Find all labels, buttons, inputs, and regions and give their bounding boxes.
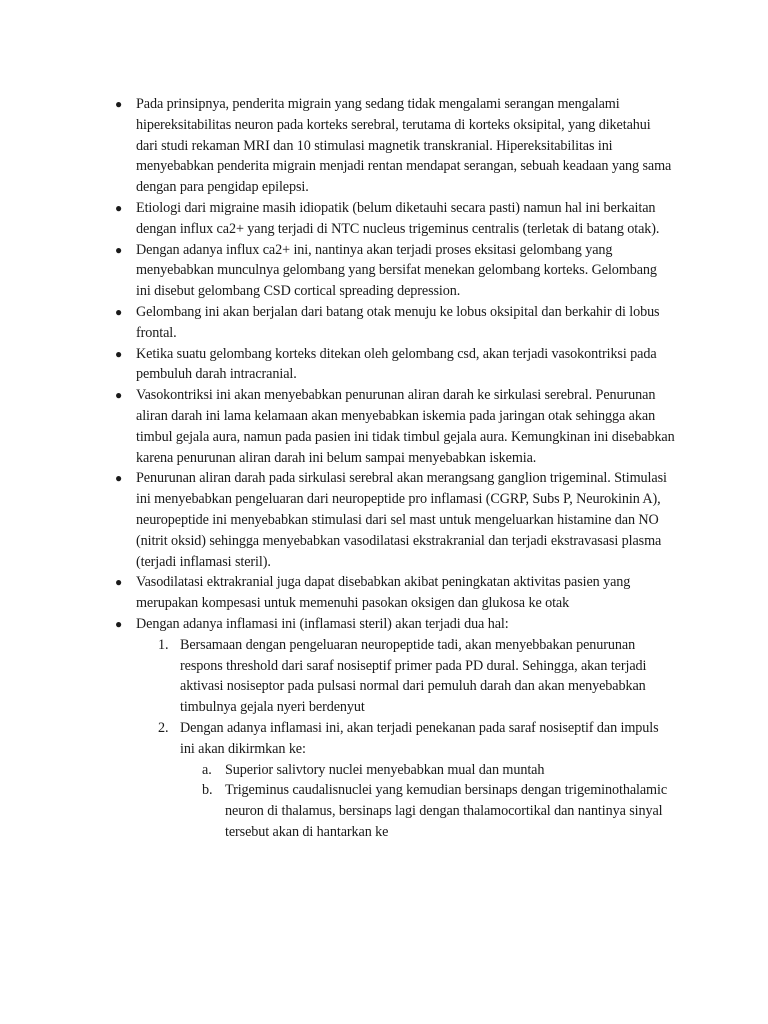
- bullet-text: Vasodilatasi ektrakranial juga dapat disebabkan akibat peningkatan aktivitas pasien yang merupakan kompesasi untuk memenuhi pasokan oksigen dan glukosa ke otak: [136, 574, 631, 612]
- numbered-item: [158, 635, 675, 718]
- bullet-item: [115, 614, 675, 843]
- bullet-icon: ●: [115, 200, 123, 215]
- bullet-item: [115, 468, 675, 572]
- bullet-text: Ketika suatu gelombang korteks ditekan oleh gelombang csd, akan terjadi vasokontriksi pada pembuluh darah intracranial.: [136, 345, 657, 383]
- list-number: 1.: [158, 636, 169, 653]
- bullet-item: [115, 385, 675, 468]
- bullet-icon: ●: [115, 346, 123, 361]
- lettered-item: [202, 760, 675, 781]
- lettered-item: [202, 780, 675, 842]
- numbered-text: Dengan adanya inflamasi ini, akan terjadi penekanan pada saraf nosiseptif dan impuls ini akan dikirmkan ke:: [180, 719, 659, 757]
- bullet-icon: ●: [115, 388, 123, 403]
- bullet-list: [115, 94, 675, 843]
- bullet-icon: ●: [115, 304, 123, 319]
- bullet-text: Pada prinsipnya, penderita migrain yang sedang tidak mengalami serangan mengalami hipereksitabilitas neuron pada korteks serebral, terutama di korteks oksipital, yang diketahui dari studi rekaman MRI dan 10 stimulasi magnetik transkranial. Hipereksitabilitas ini menyebabkan penderita migrain menjadi rentan mendapat serangan, sebuah keadaan yang sama dengan para pengidap epilepsi.: [136, 96, 672, 196]
- bullet-item: [115, 94, 675, 198]
- bullet-text: Dengan adanya influx ca2+ ini, nantinya akan terjadi proses eksitasi gelombang yang menyebabkan munculnya gelombang yang bersifat menekan gelombang korteks. Gelombang ini disebut gelombang CSD cortical spreading depression.: [136, 241, 657, 300]
- numbered-text: Bersamaan dengan pengeluaran neuropeptide tadi, akan menyebbakan penurunan respons threshold dari saraf nosiseptif primer pada PD dural. Sehingga, akan terjadi aktivasi nosiseptor pada pulsasi normal dari pemuluh darah dan akan menyebabkan timbulnya gejala nyeri berdenyut: [180, 636, 647, 716]
- bullet-item: [115, 572, 675, 614]
- bullet-icon: ●: [115, 97, 123, 111]
- bullet-text: Dengan adanya inflamasi ini (inflamasi steril) akan terjadi dua hal:: [136, 615, 509, 632]
- bullet-icon: ●: [115, 242, 123, 257]
- bullet-text: Vasokontriksi ini akan menyebabkan penurunan aliran darah ke sirkulasi serebral. Penurunan aliran darah ini lama kelamaan akan menyebabkan iskemia pada jaringan otak sehingga akan timbul gejala aura, namun pada pasien ini tidak timbul gejala aura. Kemungkinan ini disebabkan karena penurunan aliran darah ini belum sampai menyebabkan iskemia.: [136, 387, 675, 466]
- document-body: [115, 94, 675, 843]
- bullet-item: [115, 240, 675, 302]
- list-letter: a.: [202, 761, 212, 778]
- bullet-item: [115, 344, 675, 386]
- lettered-text: Superior salivtory nuclei menyebabkan mual dan muntah: [225, 761, 545, 778]
- bullet-text: Gelombang ini akan berjalan dari batang otak menuju ke lobus oksipital dan berkahir di lobus frontal.: [136, 303, 660, 341]
- lettered-text: Trigeminus caudalisnuclei yang kemudian bersinaps dengan trigeminothalamic neuron di thalamus, bersinaps lagi dengan thalamocortikal dan nantinya sinyal tersebut akan di hantarkan ke: [225, 782, 668, 840]
- bullet-text: Penurunan aliran darah pada sirkulasi serebral akan merangsang ganglion trigeminal. Stimulasi ini menyebabkan pengeluaran dari neuropeptide pro inflamasi (CGRP, Subs P, Neurokinin A), neuropeptide ini menyebabkan stimulasi dari sel mast untuk mengeluarkan histamine dan NO (nitrit oksid) sehingga menyebabkan vasodilatasi ekstrakranial dan terjadi ekstravasasi plasma (terjadi inflamasi steril).: [136, 470, 667, 570]
- list-number: 2.: [158, 719, 169, 736]
- bullet-item: [115, 198, 675, 240]
- bullet-icon: ●: [115, 471, 123, 486]
- numbered-item: [158, 718, 675, 843]
- bullet-icon: ●: [115, 616, 123, 631]
- bullet-icon: ●: [115, 575, 123, 590]
- list-letter: b.: [202, 782, 213, 799]
- bullet-item: [115, 302, 675, 344]
- numbered-list: [136, 635, 675, 843]
- bullet-text: Etiologi dari migraine masih idiopatik (belum diketauhi secara pasti) namun hal ini berkaitan dengan influx ca2+ yang terjadi di NTC nucleus trigeminus centralis (terletak di batang otak).: [136, 199, 660, 237]
- lettered-list: [180, 760, 675, 843]
